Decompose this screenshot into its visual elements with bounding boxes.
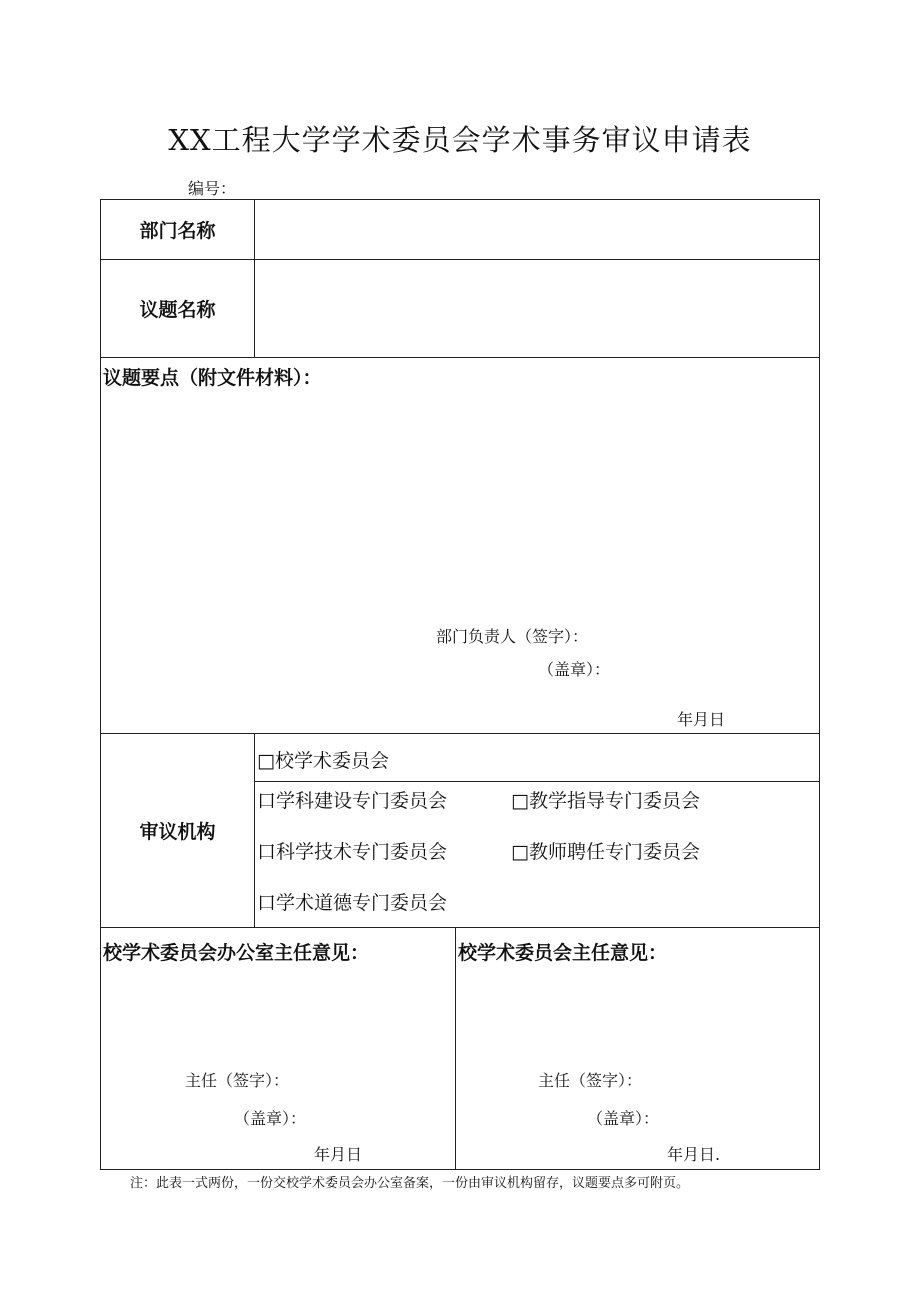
committee-chair-signature: 主任（签字）： bbox=[538, 1071, 643, 1090]
topic-points-field[interactable] bbox=[101, 395, 819, 610]
office-director-opinion-field[interactable] bbox=[101, 970, 455, 1060]
option-science-technology[interactable]: 口科学技术专门委员会 bbox=[257, 841, 448, 863]
committee-chair-opinion-label: 校学术委员会主任意见： bbox=[458, 942, 668, 964]
office-date: 年月日 bbox=[314, 1145, 363, 1164]
serial-number-label: 编号： bbox=[188, 179, 237, 198]
dept-head-signature: 部门负责人（签字）： bbox=[436, 627, 589, 646]
dept-seal: （盖章）： bbox=[538, 660, 611, 679]
topic-name-field[interactable] bbox=[255, 260, 819, 357]
option-academic-committee[interactable]: □校学术委员会 bbox=[257, 750, 389, 772]
table-border-bottom bbox=[100, 1169, 820, 1170]
chair-date: 年月日. bbox=[667, 1145, 721, 1164]
table-border-right bbox=[819, 199, 820, 1170]
row-divider-topic bbox=[100, 357, 820, 358]
option-teaching-guidance[interactable]: □教学指导专门委员会 bbox=[511, 790, 700, 812]
label-column-divider-review bbox=[254, 733, 255, 927]
dept-name-field[interactable] bbox=[255, 200, 819, 259]
option-teacher-hiring[interactable]: □教师聘任专门委员会 bbox=[511, 841, 700, 863]
review-body-label: 审议机构 bbox=[139, 821, 216, 843]
committee-chair-opinion-field[interactable] bbox=[456, 970, 819, 1060]
topic-points-label: 议题要点（附文件材料）： bbox=[103, 367, 322, 389]
row-divider-committee bbox=[254, 781, 820, 782]
dept-date: 年月日 bbox=[677, 710, 726, 729]
footer-note: 注：此表一式两份，一份交校学术委员会办公室备案，一份由审议机构留存，议题要点多可附页。 bbox=[130, 1176, 690, 1191]
office-director-opinion-label: 校学术委员会办公室主任意见： bbox=[103, 942, 370, 964]
row-divider-review bbox=[100, 927, 820, 928]
option-discipline-construction[interactable]: 口学科建设专门委员会 bbox=[257, 790, 448, 812]
office-seal: （盖章）： bbox=[234, 1109, 307, 1128]
page-title: XX工程大学学术委员会学术事务审议申请表 bbox=[168, 123, 752, 157]
topic-name-label: 议题名称 bbox=[139, 299, 216, 321]
dept-name-label: 部门名称 bbox=[139, 220, 216, 242]
office-director-signature: 主任（签字）： bbox=[185, 1071, 290, 1090]
chair-seal: （盖章）： bbox=[587, 1109, 660, 1128]
option-academic-ethics[interactable]: 口学术道德专门委员会 bbox=[257, 892, 448, 914]
